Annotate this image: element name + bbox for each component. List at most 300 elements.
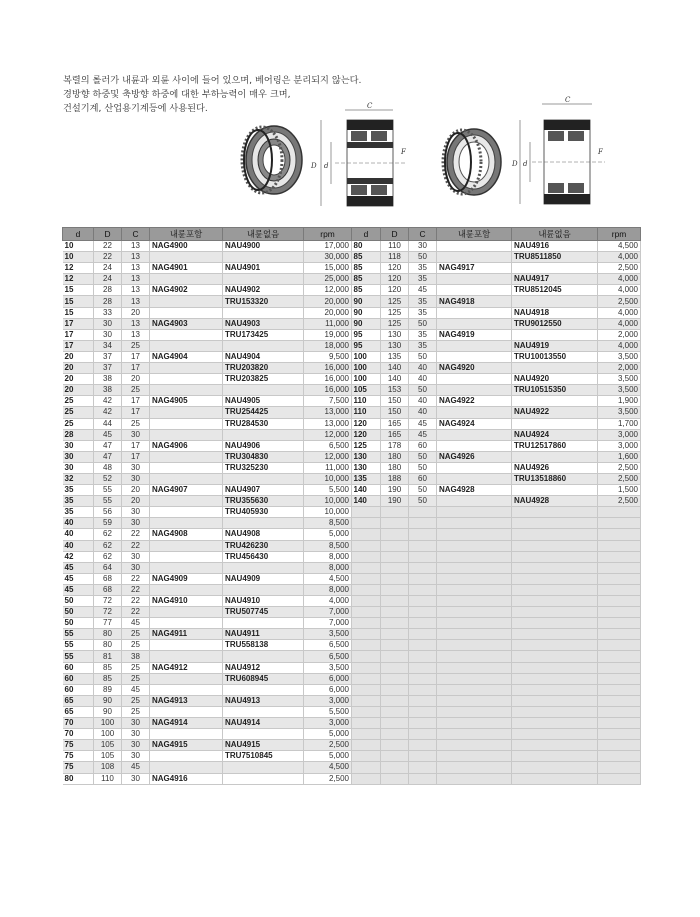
table-row (352, 329, 641, 340)
cell-without-inner-ring: NAU4908 (223, 529, 304, 540)
empty-table-row (352, 773, 641, 784)
cell-with-inner-ring: NAG4916 (150, 773, 223, 784)
cell-rpm (598, 507, 641, 518)
cell-d (352, 584, 381, 595)
cell-D: 120 (381, 263, 409, 274)
cell-without-inner-ring: TRU173425 (223, 329, 304, 340)
cell-d: 95 (352, 340, 381, 351)
cell-D: 80 (94, 640, 122, 651)
cell-with-inner-ring: NAG4917 (437, 263, 512, 274)
cell-without-inner-ring (512, 740, 598, 751)
cell-D: 120 (381, 274, 409, 285)
table-row (63, 607, 352, 618)
empty-table-row (352, 706, 641, 717)
table-row (63, 507, 352, 518)
cell-d (352, 684, 381, 695)
table-row (63, 773, 352, 784)
cell-with-inner-ring (150, 473, 223, 484)
cell-rpm: 3,000 (598, 440, 641, 451)
cell-rpm (598, 751, 641, 762)
table-row (63, 651, 352, 662)
cell-with-inner-ring (437, 551, 512, 562)
cell-d: 125 (352, 440, 381, 451)
cell-rpm: 4,000 (598, 285, 641, 296)
cell-d: 75 (63, 740, 94, 751)
cell-d (352, 629, 381, 640)
cell-D: 135 (381, 351, 409, 362)
table-row (352, 363, 641, 374)
cell-with-inner-ring (150, 607, 223, 618)
cell-without-inner-ring (223, 706, 304, 717)
cell-with-inner-ring (150, 407, 223, 418)
cell-D: 125 (381, 296, 409, 307)
cell-C (409, 596, 437, 607)
cell-C: 20 (122, 485, 150, 496)
empty-table-row (352, 684, 641, 695)
cell-with-inner-ring (150, 540, 223, 551)
cell-d: 10 (63, 252, 94, 263)
cell-D: 80 (94, 629, 122, 640)
cell-C: 35 (409, 329, 437, 340)
cell-d: 80 (352, 241, 381, 252)
cell-without-inner-ring (512, 607, 598, 618)
cell-with-inner-ring (150, 252, 223, 263)
bearing-without-inner-ring-drawing (510, 92, 620, 217)
cell-C (409, 695, 437, 706)
cell-rpm (598, 607, 641, 618)
cell-rpm: 25,000 (304, 274, 352, 285)
empty-table-row (352, 729, 641, 740)
cell-C: 13 (122, 241, 150, 252)
dim-c-label: C (565, 96, 571, 104)
table-row (63, 374, 352, 385)
table-row (63, 518, 352, 529)
cell-D (381, 607, 409, 618)
table-row (63, 740, 352, 751)
cell-C: 40 (409, 363, 437, 374)
cell-rpm: 8,500 (304, 518, 352, 529)
cell-D: 140 (381, 363, 409, 374)
cell-D: 130 (381, 340, 409, 351)
cell-d (352, 562, 381, 573)
cell-without-inner-ring: TRU153320 (223, 296, 304, 307)
cell-with-inner-ring (437, 773, 512, 784)
cell-D: 55 (94, 496, 122, 507)
cell-d (352, 662, 381, 673)
cell-d: 28 (63, 429, 94, 440)
cell-D (381, 529, 409, 540)
cell-rpm: 3,000 (598, 429, 641, 440)
cell-d (352, 507, 381, 518)
cell-C: 35 (409, 340, 437, 351)
cell-D (381, 706, 409, 717)
cell-d: 30 (63, 462, 94, 473)
cell-d: 65 (63, 695, 94, 706)
cell-C: 50 (409, 485, 437, 496)
cell-with-inner-ring: NAG4904 (150, 351, 223, 362)
cell-d: 110 (352, 396, 381, 407)
cell-d (352, 706, 381, 717)
cell-d: 135 (352, 473, 381, 484)
cell-d: 85 (352, 274, 381, 285)
cell-rpm: 20,000 (304, 296, 352, 307)
cell-d: 17 (63, 318, 94, 329)
cell-d: 32 (63, 473, 94, 484)
cell-C: 13 (122, 274, 150, 285)
cell-C (409, 740, 437, 751)
cell-d: 42 (63, 551, 94, 562)
cell-with-inner-ring: NAG4926 (437, 451, 512, 462)
cell-with-inner-ring (437, 462, 512, 473)
cell-d: 45 (63, 584, 94, 595)
cell-C (409, 518, 437, 529)
empty-table-row (352, 518, 641, 529)
cell-rpm: 7,500 (304, 396, 352, 407)
cell-with-inner-ring (437, 573, 512, 584)
cell-rpm: 3,500 (304, 629, 352, 640)
cell-D: 22 (94, 252, 122, 263)
cell-rpm: 2,000 (598, 363, 641, 374)
cell-d: 90 (352, 296, 381, 307)
table-row (63, 429, 352, 440)
cell-C (409, 562, 437, 573)
cell-without-inner-ring: NAU4901 (223, 263, 304, 274)
cell-C: 22 (122, 596, 150, 607)
cell-C: 25 (122, 673, 150, 684)
cell-C (409, 529, 437, 540)
cell-D (381, 540, 409, 551)
table-row (352, 485, 641, 496)
cell-C: 17 (122, 363, 150, 374)
cell-D: 56 (94, 507, 122, 518)
cell-without-inner-ring (512, 662, 598, 673)
cell-D: 178 (381, 440, 409, 451)
cell-rpm (598, 584, 641, 595)
cell-d (352, 651, 381, 662)
cell-D: 188 (381, 473, 409, 484)
cell-with-inner-ring (437, 307, 512, 318)
table-row (63, 684, 352, 695)
cell-with-inner-ring (437, 651, 512, 662)
cell-without-inner-ring: NAU4920 (512, 374, 598, 385)
cell-d: 70 (63, 729, 94, 740)
cell-rpm: 3,000 (304, 695, 352, 706)
table-row (63, 729, 352, 740)
cell-D: 81 (94, 651, 122, 662)
cell-rpm: 4,000 (304, 596, 352, 607)
cell-without-inner-ring (223, 252, 304, 263)
header-without-inner-ring: 내륜없음 (223, 228, 304, 241)
cell-with-inner-ring (437, 662, 512, 673)
cell-D: 59 (94, 518, 122, 529)
cell-D (381, 695, 409, 706)
cell-C: 50 (409, 351, 437, 362)
cell-rpm: 10,000 (304, 496, 352, 507)
cell-without-inner-ring: TRU405930 (223, 507, 304, 518)
cell-rpm: 13,000 (304, 407, 352, 418)
cell-C: 40 (409, 396, 437, 407)
cell-without-inner-ring (512, 618, 598, 629)
table-row (352, 307, 641, 318)
cell-without-inner-ring (512, 706, 598, 717)
cell-D: 68 (94, 573, 122, 584)
cell-without-inner-ring (223, 274, 304, 285)
table-row (63, 307, 352, 318)
cell-C (409, 507, 437, 518)
cell-rpm (598, 529, 641, 540)
cell-C (409, 551, 437, 562)
table-row (352, 252, 641, 263)
dim-D-label: D (512, 160, 518, 168)
cell-rpm (598, 551, 641, 562)
cell-rpm (598, 762, 641, 773)
cell-D: 165 (381, 418, 409, 429)
cell-with-inner-ring: NAG4912 (150, 662, 223, 673)
cell-d: 50 (63, 596, 94, 607)
cell-with-inner-ring (150, 762, 223, 773)
cell-without-inner-ring (223, 684, 304, 695)
cell-without-inner-ring (512, 573, 598, 584)
cell-D: 24 (94, 263, 122, 274)
cell-d: 17 (63, 340, 94, 351)
cell-d: 130 (352, 451, 381, 462)
cell-d: 55 (63, 640, 94, 651)
cell-D: 153 (381, 385, 409, 396)
header-d: d (352, 228, 381, 241)
cell-with-inner-ring (437, 618, 512, 629)
cell-C: 30 (122, 551, 150, 562)
cell-with-inner-ring: NAG4928 (437, 485, 512, 496)
table-row (352, 296, 641, 307)
cell-d (352, 529, 381, 540)
cell-D: 105 (94, 751, 122, 762)
cell-rpm: 16,000 (304, 374, 352, 385)
bearing-with-inner-ring-image (238, 120, 306, 200)
cell-D: 48 (94, 462, 122, 473)
cell-D: 77 (94, 618, 122, 629)
cell-without-inner-ring: TRU558138 (223, 640, 304, 651)
cell-without-inner-ring: NAU4909 (223, 573, 304, 584)
cell-without-inner-ring: NAU4915 (223, 740, 304, 751)
cell-D: 47 (94, 440, 122, 451)
cell-d: 25 (63, 396, 94, 407)
table-row (63, 562, 352, 573)
cell-with-inner-ring (150, 340, 223, 351)
cell-d: 17 (63, 329, 94, 340)
cell-C: 35 (409, 307, 437, 318)
cell-D: 120 (381, 285, 409, 296)
cell-C: 22 (122, 584, 150, 595)
cell-without-inner-ring (512, 773, 598, 784)
cell-rpm (598, 596, 641, 607)
cell-C: 60 (409, 440, 437, 451)
cell-d: 45 (63, 562, 94, 573)
cell-D (381, 551, 409, 562)
cell-C: 45 (409, 429, 437, 440)
cell-C: 17 (122, 396, 150, 407)
empty-table-row (352, 507, 641, 518)
table-row (63, 551, 352, 562)
cell-rpm: 12,000 (304, 285, 352, 296)
cell-rpm (598, 729, 641, 740)
cell-rpm: 5,000 (304, 751, 352, 762)
empty-table-row (352, 562, 641, 573)
header-C: C (409, 228, 437, 241)
dim-F-label: F (598, 148, 603, 156)
cell-with-inner-ring: NAG4909 (150, 573, 223, 584)
table-row (352, 241, 641, 252)
cell-with-inner-ring (437, 340, 512, 351)
cell-without-inner-ring (223, 307, 304, 318)
table-row (63, 673, 352, 684)
header-D: D (381, 228, 409, 241)
cell-D (381, 651, 409, 662)
empty-table-row (352, 740, 641, 751)
table-row (63, 351, 352, 362)
cell-D: 110 (94, 773, 122, 784)
cell-rpm (598, 662, 641, 673)
cell-C: 30 (122, 562, 150, 573)
cell-d: 30 (63, 440, 94, 451)
cell-C: 17 (122, 407, 150, 418)
cell-with-inner-ring (437, 473, 512, 484)
table-row (63, 363, 352, 374)
cell-with-inner-ring (437, 241, 512, 252)
cell-with-inner-ring (150, 507, 223, 518)
cell-D (381, 618, 409, 629)
cell-d (352, 751, 381, 762)
table-row (63, 241, 352, 252)
cell-C: 30 (122, 751, 150, 762)
cell-C: 30 (122, 518, 150, 529)
cell-with-inner-ring (150, 706, 223, 717)
cell-d: 55 (63, 651, 94, 662)
cell-rpm (598, 573, 641, 584)
cell-d: 60 (63, 662, 94, 673)
cell-without-inner-ring: NAU4928 (512, 496, 598, 507)
cell-d: 65 (63, 706, 94, 717)
cell-d: 25 (63, 418, 94, 429)
cell-with-inner-ring (150, 684, 223, 695)
cell-D: 37 (94, 351, 122, 362)
cell-C: 22 (122, 573, 150, 584)
cell-without-inner-ring (223, 729, 304, 740)
cell-C (409, 706, 437, 717)
cell-rpm (598, 540, 641, 551)
cell-C (409, 540, 437, 551)
cell-rpm: 5,000 (304, 729, 352, 740)
cell-d: 35 (63, 485, 94, 496)
cell-without-inner-ring: TRU355630 (223, 496, 304, 507)
cell-with-inner-ring (437, 351, 512, 362)
cell-D: 72 (94, 607, 122, 618)
cell-d: 15 (63, 285, 94, 296)
cell-D: 38 (94, 374, 122, 385)
cell-D (381, 684, 409, 695)
cell-C: 50 (409, 252, 437, 263)
cell-D: 45 (94, 429, 122, 440)
cell-C: 30 (122, 507, 150, 518)
cell-d (352, 773, 381, 784)
cell-rpm: 5,000 (304, 529, 352, 540)
cell-d: 50 (63, 607, 94, 618)
cell-rpm: 3,500 (304, 662, 352, 673)
cell-with-inner-ring (437, 529, 512, 540)
cell-rpm: 3,500 (598, 385, 641, 396)
cell-D: 28 (94, 296, 122, 307)
table-row (352, 440, 641, 451)
cell-D: 150 (381, 407, 409, 418)
cell-d: 85 (352, 285, 381, 296)
cell-with-inner-ring (150, 651, 223, 662)
cell-rpm (598, 651, 641, 662)
dim-c-label: C (367, 102, 373, 110)
cell-D: 190 (381, 485, 409, 496)
cell-C (409, 751, 437, 762)
cell-d: 140 (352, 496, 381, 507)
cell-D: 190 (381, 496, 409, 507)
cell-without-inner-ring (223, 762, 304, 773)
empty-table-row (352, 718, 641, 729)
cell-without-inner-ring: TRU203820 (223, 363, 304, 374)
cell-d (352, 573, 381, 584)
cell-without-inner-ring: NAU4913 (223, 695, 304, 706)
cell-without-inner-ring: NAU4904 (223, 351, 304, 362)
cell-d: 40 (63, 529, 94, 540)
cell-without-inner-ring: NAU4916 (512, 241, 598, 252)
table-row (352, 385, 641, 396)
table-row (63, 252, 352, 263)
cell-D: 72 (94, 596, 122, 607)
cell-D (381, 562, 409, 573)
cell-rpm: 8,500 (304, 540, 352, 551)
cell-C: 25 (122, 640, 150, 651)
cell-C (409, 662, 437, 673)
cell-D (381, 773, 409, 784)
cell-with-inner-ring: NAG4903 (150, 318, 223, 329)
cell-with-inner-ring (437, 718, 512, 729)
cell-with-inner-ring (150, 274, 223, 285)
table-row (63, 407, 352, 418)
cell-C: 25 (122, 418, 150, 429)
cell-C: 40 (409, 374, 437, 385)
cell-with-inner-ring: NAG4902 (150, 285, 223, 296)
empty-table-row (352, 573, 641, 584)
table-row (63, 629, 352, 640)
cell-C: 25 (122, 629, 150, 640)
cell-without-inner-ring (512, 640, 598, 651)
cell-C: 22 (122, 607, 150, 618)
cell-d: 60 (63, 673, 94, 684)
cell-with-inner-ring (437, 440, 512, 451)
cell-rpm (598, 618, 641, 629)
cell-without-inner-ring: NAU4914 (223, 718, 304, 729)
cell-D: 180 (381, 451, 409, 462)
header-with-inner-ring: 내륜포함 (150, 228, 223, 241)
cell-D (381, 629, 409, 640)
cell-D (381, 729, 409, 740)
cell-C: 38 (122, 651, 150, 662)
cell-without-inner-ring (512, 418, 598, 429)
cell-without-inner-ring: TRU13518860 (512, 473, 598, 484)
cell-d: 20 (63, 363, 94, 374)
cell-without-inner-ring (512, 651, 598, 662)
table-row (63, 296, 352, 307)
cell-C: 20 (122, 374, 150, 385)
cell-rpm: 7,000 (304, 618, 352, 629)
cell-C: 35 (409, 296, 437, 307)
cell-without-inner-ring (512, 396, 598, 407)
